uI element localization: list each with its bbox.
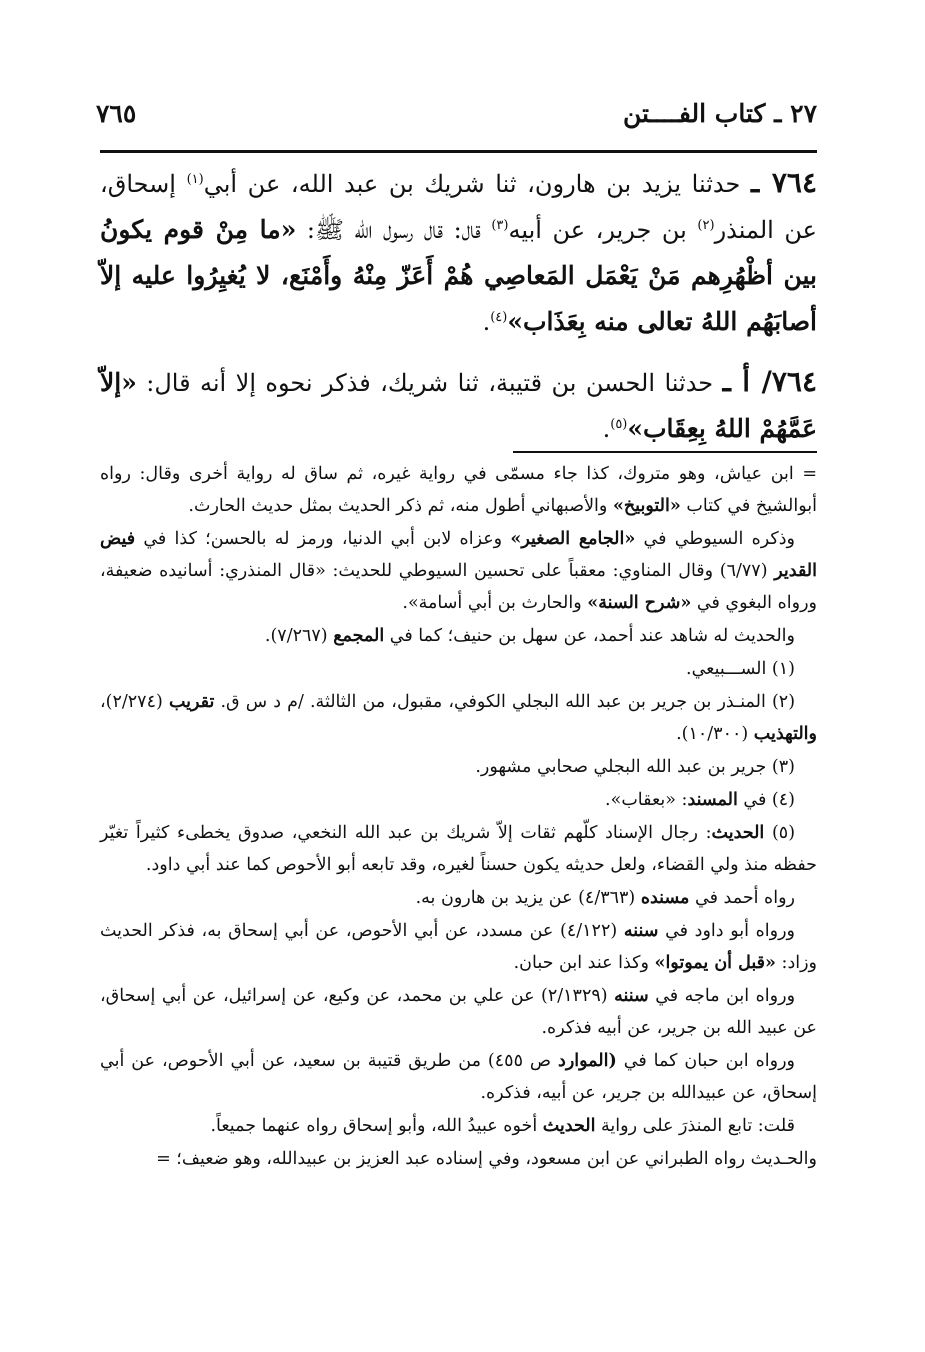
- main-text: [100, 160, 817, 466]
- footnotes: [100, 458, 817, 1176]
- footnote-ibn-hibban: ورواه ابن حبان كما في (الموارد ص ٤٥٥) من طريق قتيبة بن سعيد، عن أبي الأحوص، عن أبي إسحاق، عن عبيدالله بن جرير، عن أبيه، فذكره.: [100, 1051, 817, 1103]
- footnote-1: (١) الســـبيعي.: [686, 659, 795, 679]
- isnad-text: حدثنا الحسن بن قتيبة، ثنا شريك، فذكر نحوه إلا أنه قال:: [136, 369, 714, 397]
- end-mark: .: [602, 415, 611, 443]
- isnad-text: حدثنا يزيد بن هارون، ثنا شريك بن عبد الله، عن أبي: [203, 170, 741, 198]
- footnote-4: (٤) في المسند: «بعقاب».: [605, 790, 795, 810]
- footnote-witness: والحديث له شاهد عند أحمد، عن سهل بن حنيف؛ كما في المجمع (٧/٢٦٧).: [264, 626, 795, 646]
- hadith-matn: «ما مِنْ قوم يكونُ بين أظْهُرِهم مَنْ يَعْمَل المَعاصِي هُمْ أَعَزّ مِنْهُ وأَمْنَع، لا يُغيِرُوا عليه إلاّ أصابَهُم اللهُ تعالى منه بِعَذَاب»: [100, 215, 817, 336]
- footnote-comment: قلت: تابع المنذرَ على رواية الحديث أخوه عبيدُ الله، وأبو إسحاق رواه عنهما جميعاً.: [210, 1116, 795, 1136]
- isnad-text: بن جرير، عن أبيه: [508, 216, 698, 244]
- footnote-ahmad: رواه أحمد في مسنده (٤/٣٦٣) عن يزيد بن هارون به.: [415, 888, 795, 908]
- hadith-matn: «إلاّ عَمَّهُمْ اللهُ بِعِقَاب»: [100, 368, 817, 443]
- footnote-continuation: = ابن عياش، وهو متروك، كذا جاء مسمّى في رواية غيره، ثم ساق له رواية أخرى وقال: رواه أبوالشيخ في كتاب «التوبيخ» والأصبهاني أطول منه، ثم ذكر الحديث بمثل حديث الحارث.: [100, 464, 817, 516]
- footnote-ibn-majah: ورواه ابن ماجه في سننه (٢/١٣٢٩) عن علي بن محمد، عن وكيع، عن إسرائيل، عن أبي إسحاق، عن عبيد الله بن جرير، عن أبيه فذكره.: [100, 986, 817, 1038]
- header-rule: [100, 150, 817, 153]
- page-number: ٧٦٥: [96, 99, 137, 128]
- hadith-764a: [100, 359, 817, 452]
- page-header: [96, 92, 817, 128]
- end-mark: .: [482, 308, 491, 336]
- footnote-ref: (٣): [491, 218, 509, 233]
- hadith-number: ٧٦٤ ـ: [750, 166, 818, 199]
- footnote-abu-dawud: ورواه أبو داود في سننه (٤/١٢٢) عن مسدد، عن أبي الأحوص، عن أبي إسحاق به، فذكر الحديث وزاد: «قبل أن يموتوا» وكذا عند ابن حبان.: [100, 921, 817, 973]
- footnote-ref: (١): [186, 172, 204, 187]
- hadith-764: [100, 160, 817, 345]
- chapter-title: ٢٧ ـ كتاب الفــــتن: [623, 99, 817, 128]
- footnote-2: (٢) المنـذر بن جرير بن عبد الله البجلي الكوفي، مقبول، من الثالثة. /م د س ق. تقريب (٢/٢٧٤)، والتهذيب (١٠/٣٠٠).: [100, 692, 817, 744]
- footnote-tabarani: والحـديث رواه الطبراني عن ابن مسعود، وفي إسناده عبد العزيز بن عبيدالله، وهو ضعيف؛ =: [156, 1149, 817, 1169]
- footnote-suyuti: وذكره السيوطي في «الجامع الصغير» وعزاه لابن أبي الدنيا، ورمز له بالحسن؛ كذا في فيض القدير (٦/٧٧) وقال المناوي: معقباً على تحسين السيوطي للحديث: «قال المنذري: أسانيده ضعيفة، ورواه البغوي في «شرح السنة» والحارث بن أبي أسامة».: [100, 529, 817, 613]
- isnad-text: إسحاق، عن المنذر: [100, 170, 817, 244]
- footnote-rule: [513, 451, 817, 453]
- footnote-ref: (٢): [697, 218, 715, 233]
- footnote-5: (٥) الحديث: رجال الإسناد كلّهم ثقات إلاّ شريك بن عبد الله النخعي، صدوق يخطىء كثيراً تغيّر حفظه منذ ولي القضاء، ولعل حديثه يكون حسناً لغيره، وقد تابعه أبو الأحوص كما عند أبي داود.: [100, 823, 817, 875]
- footnote-ref: (٥): [610, 417, 628, 432]
- footnote-3: (٣) جرير بن عبد الله البجلي صحابي مشهور.: [475, 757, 795, 777]
- footnote-ref: (٤): [490, 310, 508, 325]
- hadith-number: ٧٦٤/ أ ـ: [722, 365, 817, 398]
- isnad-text: قال: قال رسول الله ﷺ:: [296, 216, 492, 244]
